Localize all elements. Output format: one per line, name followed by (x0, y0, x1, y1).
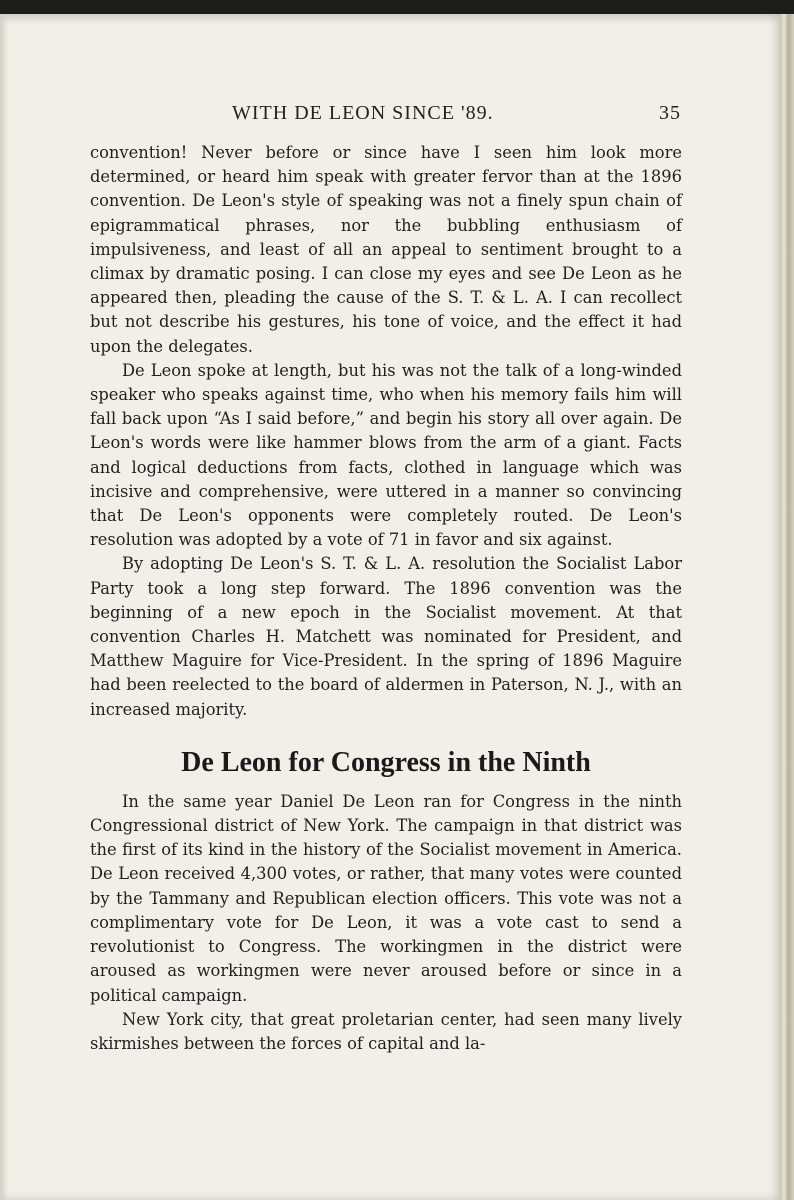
section-heading: De Leon for Congress in the Ninth (181, 746, 591, 778)
page-gutter-shadow (0, 14, 8, 1200)
paragraph: By adopting De Leon's S. T. & L. A. resolution the Socialist Labor Party took a long step forward. The 1896 convention was the beginning of a new epoch in the Socialist movement. At that convention Charles H. Matchett was nominated for President, and Matthew Maguire for Vice-President. In the spring of 1896 Maguire had been reelected to the board of aldermen in Paterson, N. J., with an increased majority. (90, 554, 682, 719)
running-title: WITH DE LEON SINCE '89. (232, 102, 494, 124)
paragraph: New York city, that great proletarian center, had seen many lively skirmishes between the forces of capital and la- (90, 1009, 682, 1053)
page-number: 35 (659, 102, 681, 124)
page-body (90, 141, 682, 1056)
page-edge (780, 14, 794, 1200)
paragraph: De Leon spoke at length, but his was not the talk of a long-winded speaker who speaks against time, who when his memory fails him will fall back upon “As I said before,” and begin his story all over again. De Leon's words were like hammer blows from the arm of a giant. Facts and logical deductions from facts, clothed in language which was incisive and comprehensive, were uttered in a manner so convincing that De Leon's opponents were completely routed. De Leon's resolution was adopted by a vote of 71 in favor and six against. (90, 360, 682, 550)
paragraph: In the same year Daniel De Leon ran for Congress in the ninth Congressional district of New York. The campaign in that district was the first of its kind in the history of the Socialist movement in America. De Leon received 4,300 votes, or rather, that many votes were counted by the Tammany and Republican election officers. This vote was not a complimentary vote for De Leon, it was a vote cast to send a revolutionist to Congress. The workingmen in the district were aroused as workingmen were never aroused before or since in a political campaign. (90, 791, 682, 1005)
running-head (90, 102, 681, 132)
paragraph: convention! Never before or since have I seen him look more determined, or heard him speak with greater fervor than at the 1896 convention. De Leon's style of speaking was not a finely spun chain of epigrammatical phrases, nor the bubbling enthusiasm of impulsiveness, and least of all an appeal to sentiment brought to a climax by dramatic posing. I can close my eyes and see De Leon as he appeared then, pleading the cause of the S. T. & L. A. I can recollect but not describe his gestures, his tone of voice, and the effect it had upon the delegates. (90, 143, 682, 356)
